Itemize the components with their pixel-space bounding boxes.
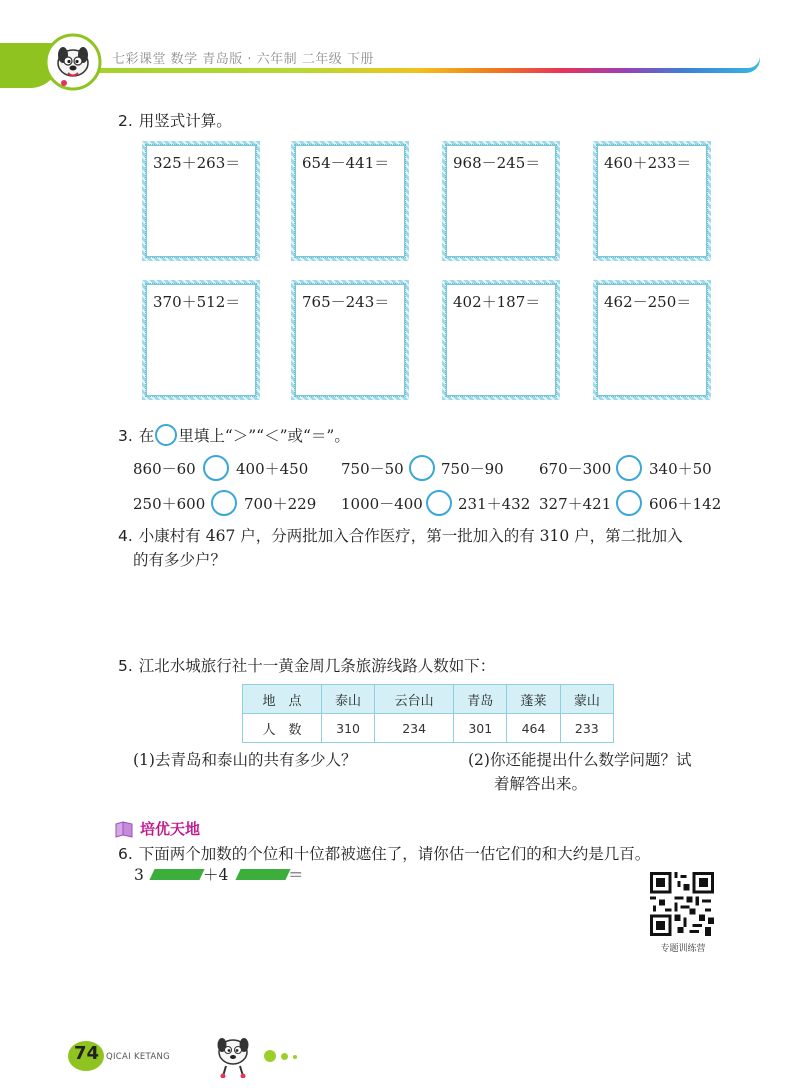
q3-number: 3. bbox=[118, 427, 133, 445]
q5-sub2-line2: 着解答出来。 bbox=[494, 775, 588, 793]
q6-heading bbox=[118, 843, 650, 865]
compare-circle[interactable] bbox=[616, 455, 642, 481]
q4-number: 4. bbox=[118, 527, 133, 545]
compare-right: 231＋432 bbox=[458, 495, 531, 513]
calc-box[interactable] bbox=[593, 141, 711, 261]
compare-right: 700＋229 bbox=[244, 495, 317, 513]
tour-data-table bbox=[242, 684, 614, 743]
calc-box[interactable] bbox=[593, 280, 711, 400]
table-header-row bbox=[243, 685, 614, 714]
q3-heading bbox=[118, 424, 350, 447]
masked-digit bbox=[173, 869, 204, 880]
q6-digit: 3 bbox=[134, 866, 144, 884]
q4-line1 bbox=[118, 525, 683, 547]
q4-text-line1: 小康村有 467 户，分两批加入合作医疗，第一批加入的有 310 户，第二批加入 bbox=[138, 527, 683, 545]
footer-dot bbox=[293, 1055, 297, 1059]
q6-text: 下面两个加数的个位和十位都被遮住了，请你估一估它们的和大约是几百。 bbox=[138, 845, 651, 863]
compare-circle[interactable] bbox=[616, 490, 642, 516]
qr-caption: 专题训练营 bbox=[660, 944, 706, 954]
table-cell: 234 bbox=[375, 714, 454, 743]
q2-text: 用竖式计算。 bbox=[138, 112, 232, 130]
compare-circle[interactable] bbox=[211, 490, 237, 516]
table-header-cell: 青岛 bbox=[454, 685, 507, 714]
table-cell: 310 bbox=[321, 714, 374, 743]
compare-right: 340＋50 bbox=[649, 460, 712, 478]
compare-left: 860－60 bbox=[133, 460, 196, 478]
qr-code-icon[interactable] bbox=[650, 872, 714, 936]
calc-expression: 654－441＝ bbox=[302, 154, 390, 172]
q3-text-after: 里填上“＞”“＜”或“＝”。 bbox=[178, 427, 350, 445]
calc-box[interactable] bbox=[291, 280, 409, 400]
table-cell: 301 bbox=[454, 714, 507, 743]
compare-left: 327＋421 bbox=[539, 495, 612, 513]
calc-expression: 402＋187＝ bbox=[453, 293, 541, 311]
table-header-cell: 地 点 bbox=[243, 685, 322, 714]
table-cell: 233 bbox=[560, 714, 613, 743]
q3-inline-circle bbox=[155, 424, 177, 446]
table-header-cell: 泰山 bbox=[321, 685, 374, 714]
table-row bbox=[243, 714, 614, 743]
calc-box[interactable] bbox=[442, 141, 560, 261]
q5-heading bbox=[118, 655, 495, 677]
footer-dot bbox=[281, 1053, 288, 1060]
compare-right: 606＋142 bbox=[649, 495, 722, 513]
q2-heading bbox=[118, 110, 232, 132]
q2-number: 2. bbox=[118, 112, 133, 130]
book-icon bbox=[114, 820, 134, 838]
page-number: 74 bbox=[74, 1043, 100, 1064]
calc-expression: 968－245＝ bbox=[453, 154, 541, 172]
compare-circle[interactable] bbox=[426, 490, 452, 516]
table-header-cell: 蓬莱 bbox=[507, 685, 560, 714]
q4-line2: 的有多少户？ bbox=[133, 551, 227, 569]
compare-left: 670－300 bbox=[539, 460, 612, 478]
q5-sub1: (1)去青岛和泰山的共有多少人？ bbox=[133, 751, 357, 769]
calc-box[interactable] bbox=[142, 141, 260, 261]
calc-box[interactable] bbox=[291, 141, 409, 261]
footer-brand: QICAI KETANG bbox=[106, 1052, 170, 1062]
q5-number: 5. bbox=[118, 657, 133, 675]
calc-expression: 462－250＝ bbox=[604, 293, 692, 311]
q6-plus: ＋4 bbox=[203, 866, 229, 884]
calc-box[interactable] bbox=[142, 280, 260, 400]
compare-left: 250＋600 bbox=[133, 495, 206, 513]
compare-right: 400＋450 bbox=[236, 460, 309, 478]
table-cell: 464 bbox=[507, 714, 560, 743]
mascot-footer-icon bbox=[206, 1030, 260, 1078]
q5-sub2-line1: (2)你还能提出什么数学问题？试 bbox=[468, 751, 692, 769]
calc-expression: 460＋233＝ bbox=[604, 154, 692, 172]
table-row-label: 人 数 bbox=[243, 714, 322, 743]
calc-expression: 765－243＝ bbox=[302, 293, 390, 311]
q6-number: 6. bbox=[118, 845, 133, 863]
compare-circle[interactable] bbox=[203, 455, 229, 481]
mascot-logo-icon bbox=[44, 33, 102, 91]
calc-expression: 325＋263＝ bbox=[153, 154, 241, 172]
footer-dot bbox=[264, 1050, 276, 1062]
compare-circle[interactable] bbox=[409, 455, 435, 481]
table-header-cell: 蒙山 bbox=[560, 685, 613, 714]
table-header-cell: 云台山 bbox=[375, 685, 454, 714]
compare-left: 750－50 bbox=[341, 460, 404, 478]
calc-expression: 370＋512＝ bbox=[153, 293, 241, 311]
masked-digit bbox=[259, 869, 290, 880]
q3-text-before: 在 bbox=[138, 427, 155, 445]
calc-box[interactable] bbox=[442, 280, 560, 400]
q6-equals: ＝ bbox=[288, 866, 304, 884]
compare-left: 1000－400 bbox=[341, 495, 423, 513]
q5-text: 江北水城旅行社十一黄金周几条旅游线路人数如下： bbox=[138, 657, 496, 675]
section-title: 培优天地 bbox=[140, 820, 201, 838]
compare-right: 750－90 bbox=[441, 460, 504, 478]
header-title: 七彩课堂 数学 青岛版 · 六年制 二年级 下册 bbox=[112, 52, 374, 67]
